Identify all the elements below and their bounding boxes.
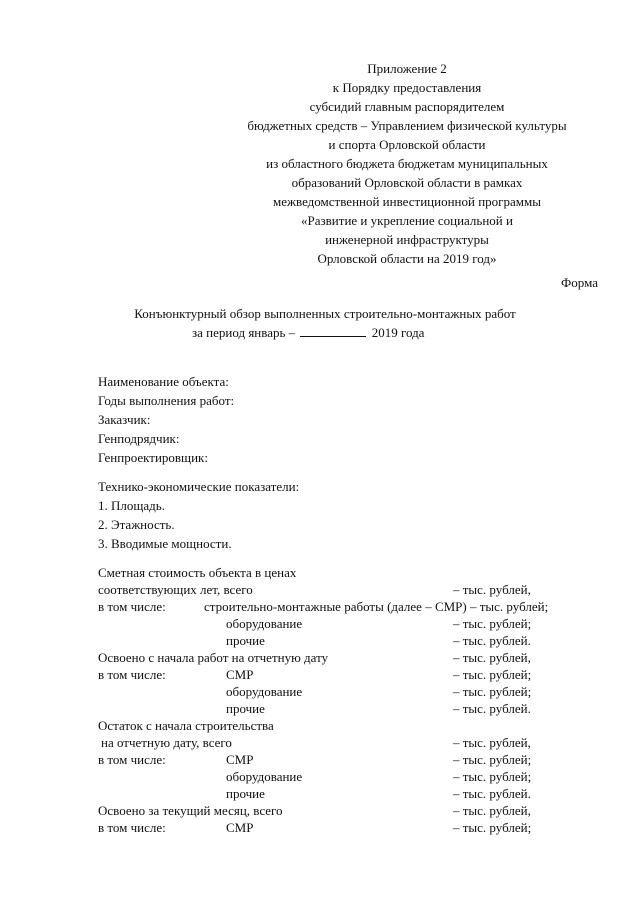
vtom-label-4: в том числе: bbox=[98, 820, 166, 835]
smeta-line-2: соответствующих лет, всего bbox=[98, 582, 253, 597]
smr-unit-4: – тыс. рублей; bbox=[453, 820, 532, 835]
header-line-8: межведомственной инвестиционной программы bbox=[273, 194, 541, 209]
header-line-2: к Порядку предоставления bbox=[332, 80, 482, 95]
month-unit: – тыс. рублей, bbox=[453, 803, 531, 818]
field-general-designer: Генпроектировщик: bbox=[98, 450, 208, 465]
smr-label-4: СМР bbox=[226, 820, 254, 835]
equipment-unit-3: – тыс. рублей; bbox=[453, 769, 532, 784]
equipment-unit-2: – тыс. рублей; bbox=[453, 684, 532, 699]
smeta-unit: – тыс. рублей, bbox=[453, 582, 531, 597]
header-line-9: «Развитие и укрепление социальной и bbox=[301, 213, 513, 228]
title-period-prefix: за период январь – bbox=[192, 325, 296, 340]
tep-item-floors: 2. Этажность. bbox=[98, 517, 175, 532]
field-work-years: Годы выполнения работ: bbox=[98, 393, 235, 408]
tep-heading: Технико-экономические показатели: bbox=[98, 479, 300, 494]
header-line-6: из областного бюджета бюджетам муниципальных bbox=[266, 156, 548, 171]
other-unit-1: – тыс. рублей. bbox=[453, 633, 531, 648]
header-line-5: и спорта Орловской области bbox=[328, 137, 486, 152]
header-line-1: Приложение 2 bbox=[367, 61, 447, 76]
tep-item-area: 1. Площадь. bbox=[98, 498, 165, 513]
vtom-label-2: в том числе: bbox=[98, 667, 166, 682]
equipment-label-1: оборудование bbox=[226, 616, 303, 631]
equipment-label-2: оборудование bbox=[226, 684, 303, 699]
other-label-1: прочие bbox=[226, 633, 265, 648]
other-label-3: прочие bbox=[226, 786, 265, 801]
title-line-1: Конъюнктурный обзор выполненных строительно-монтажных работ bbox=[134, 306, 516, 321]
header-line-10: инженерной инфраструктуры bbox=[325, 232, 489, 247]
ostatok-unit: – тыс. рублей, bbox=[453, 735, 531, 750]
osvoeno-unit: – тыс. рублей, bbox=[453, 650, 531, 665]
smr-unit-2: – тыс. рублей; bbox=[453, 667, 532, 682]
smr-full-line: строительно-монтажные работы (далее – СМР) – тыс. рублей; bbox=[204, 599, 549, 614]
other-unit-2: – тыс. рублей. bbox=[453, 701, 531, 716]
smeta-line-1: Сметная стоимость объекта в ценах bbox=[98, 565, 297, 580]
equipment-unit-1: – тыс. рублей; bbox=[453, 616, 532, 631]
osvoeno-label: Освоено с начала работ на отчетную дату bbox=[98, 650, 329, 665]
month-label: Освоено за текущий месяц, всего bbox=[98, 803, 283, 818]
period-blank-line bbox=[300, 325, 366, 337]
vtom-label-3: в том числе: bbox=[98, 752, 166, 767]
smr-label-2: СМР bbox=[226, 667, 254, 682]
field-object-name: Наименование объекта: bbox=[98, 374, 229, 389]
vtom-label-1: в том числе: bbox=[98, 599, 166, 614]
title-period-suffix: 2019 года bbox=[371, 325, 425, 340]
ostatok-line-1: Остаток с начала строительства bbox=[98, 718, 274, 733]
header-line-4: бюджетных средств – Управлением физической культуры bbox=[247, 118, 567, 133]
title-line-2 bbox=[192, 325, 424, 341]
ostatok-line-2: на отчетную дату, всего bbox=[101, 735, 232, 750]
smr-unit-3: – тыс. рублей; bbox=[453, 752, 532, 767]
smr-label-3: СМР bbox=[226, 752, 254, 767]
field-general-contractor: Генподрядчик: bbox=[98, 431, 180, 446]
other-unit-3: – тыс. рублей. bbox=[453, 786, 531, 801]
header-line-3: субсидий главным распорядителем bbox=[309, 99, 505, 114]
form-label: Форма bbox=[561, 275, 598, 290]
other-label-2: прочие bbox=[226, 701, 265, 716]
equipment-label-3: оборудование bbox=[226, 769, 303, 784]
header-line-7: образований Орловской области в рамках bbox=[291, 175, 523, 190]
tep-item-capacity: 3. Вводимые мощности. bbox=[98, 536, 232, 551]
header-line-11: Орловской области на 2019 год» bbox=[317, 251, 497, 266]
field-customer: Заказчик: bbox=[98, 412, 151, 427]
